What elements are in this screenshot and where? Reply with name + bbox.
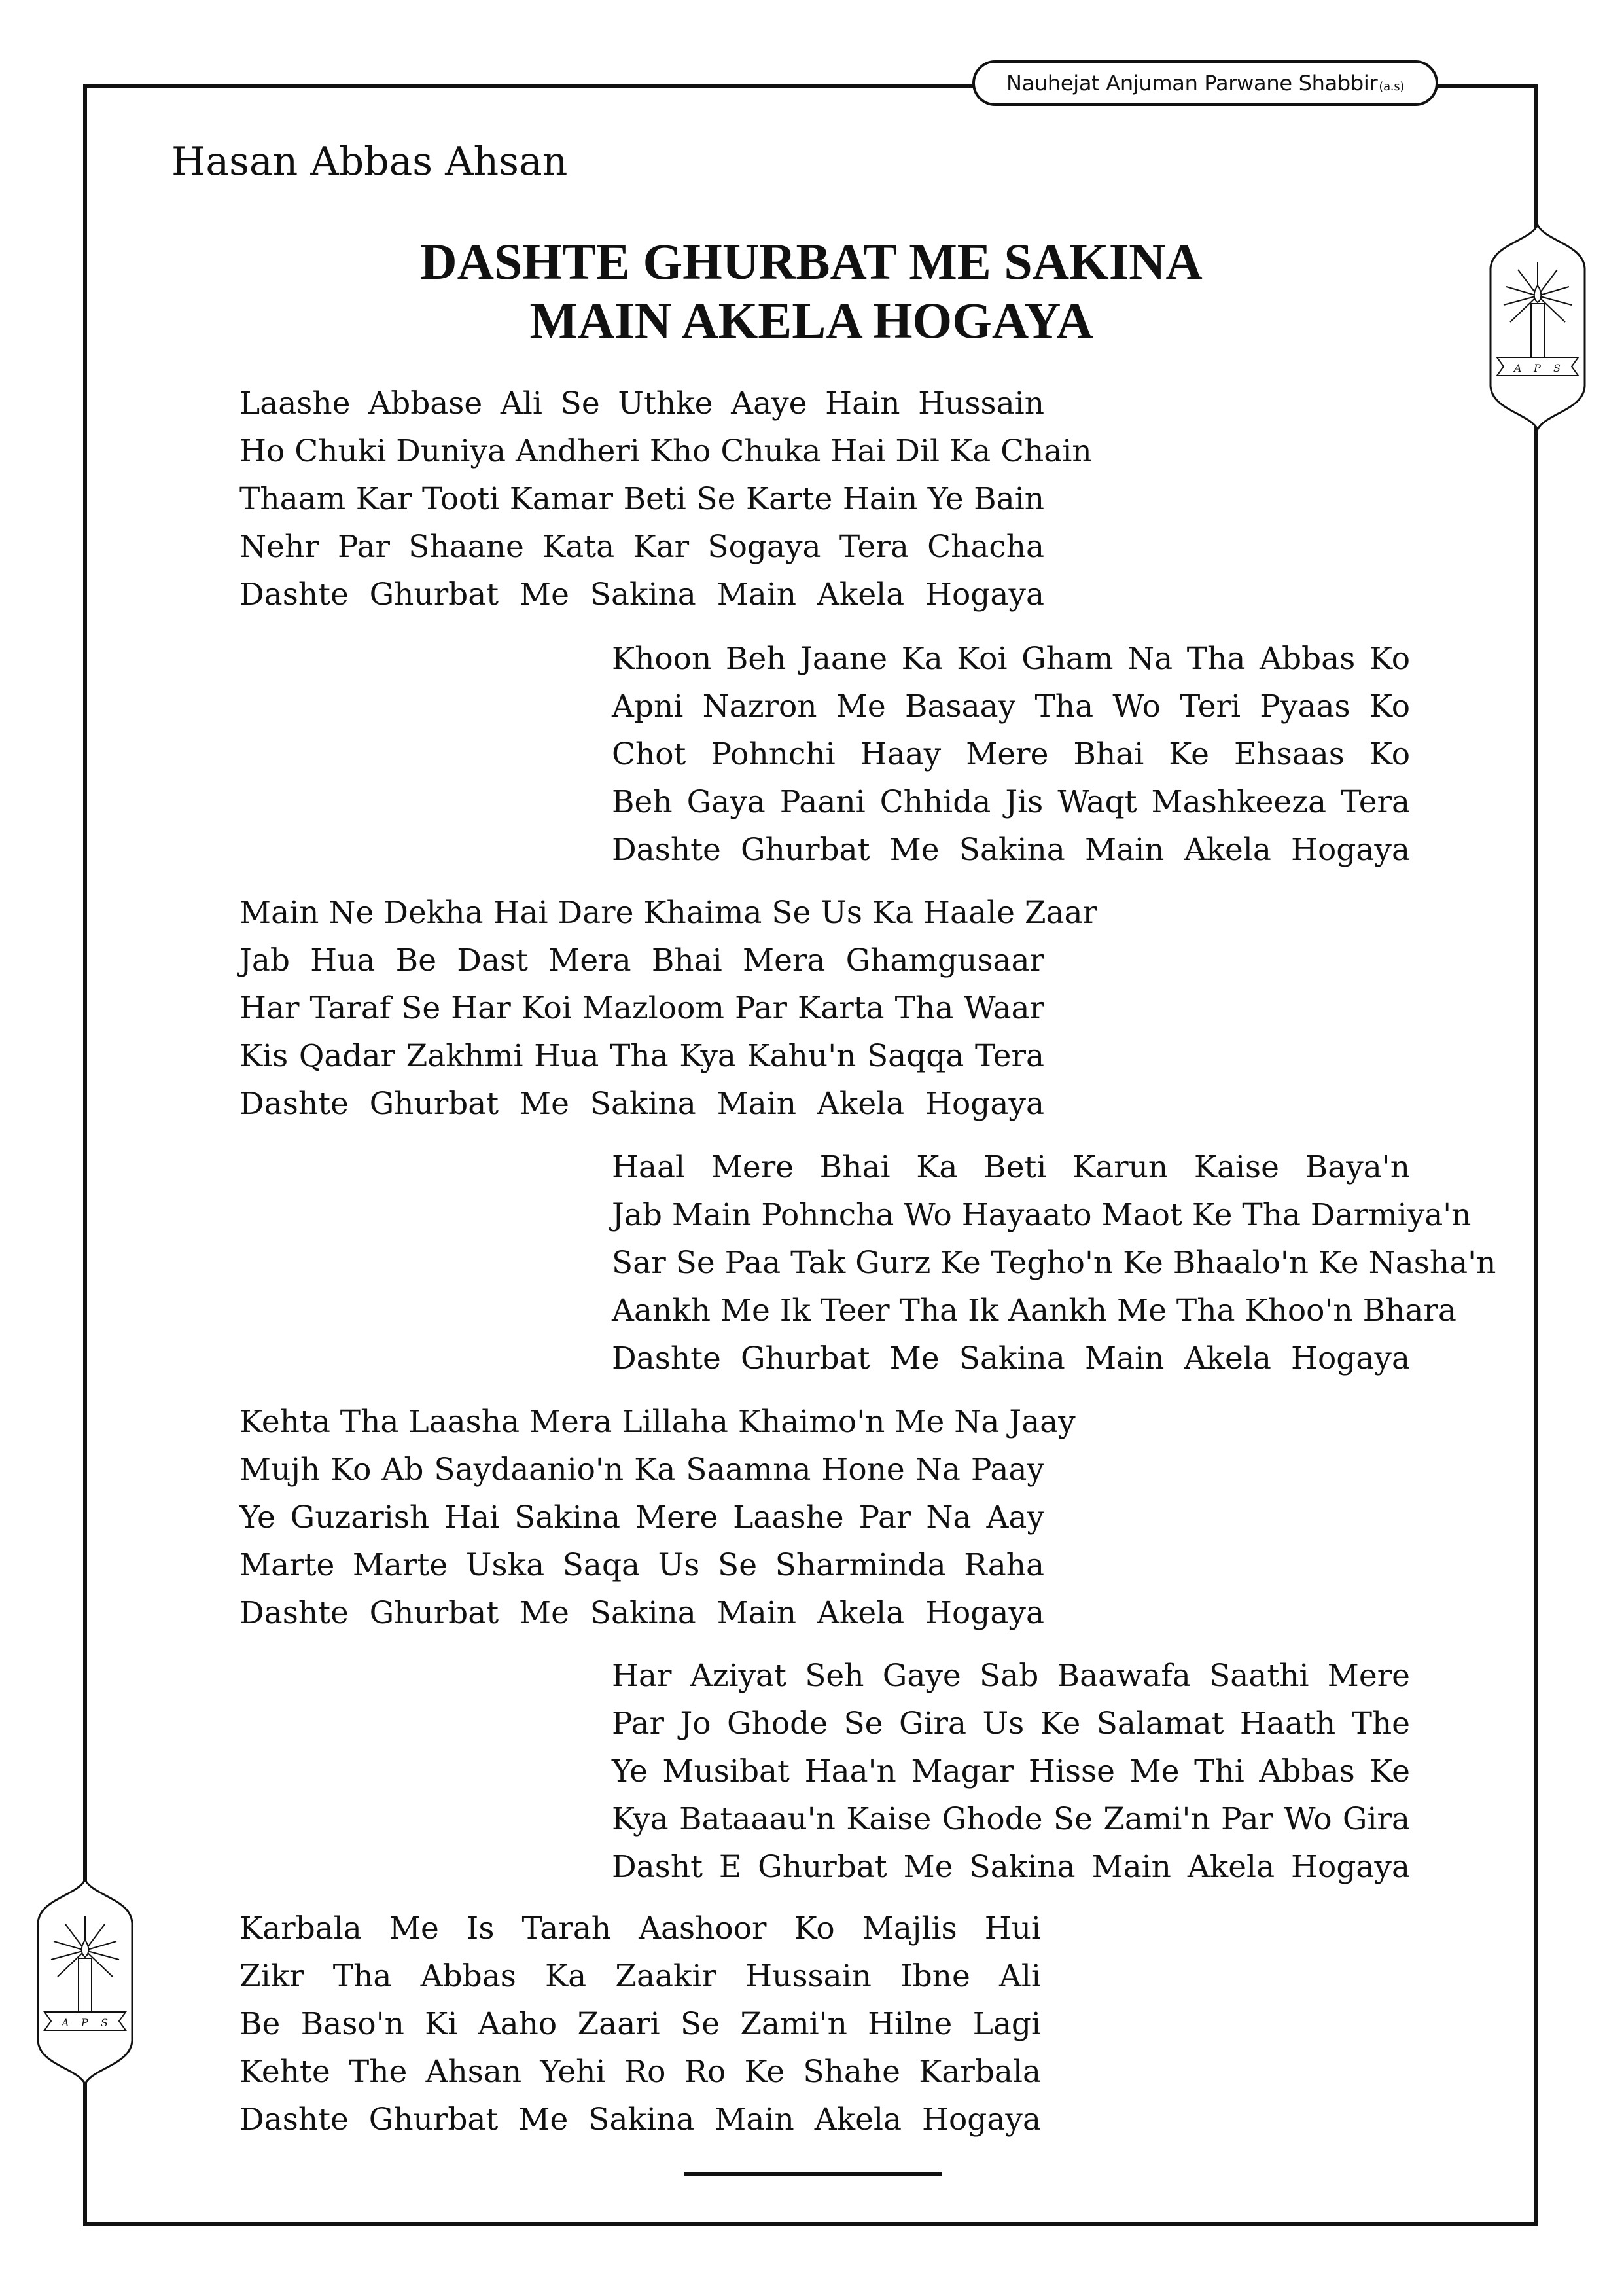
lyric-line: Par Jo Ghode Se Gira Us Ke Salamat Haath The bbox=[612, 1706, 1410, 1742]
stanza-1 bbox=[239, 380, 1092, 619]
org-suffix: (a.s) bbox=[1379, 79, 1405, 94]
lyric-line: Kehte The Ahsan Yehi Ro Ro Ke Shahe Karbala bbox=[239, 2054, 1041, 2090]
lyric-line: Dashte Ghurbat Me Sakina Main Akela Hogaya bbox=[239, 1595, 1044, 1631]
lyric-line: Beh Gaya Paani Chhida Jis Waqt Mashkeeza Tera bbox=[612, 784, 1410, 820]
emblem-letter-a: A bbox=[62, 2017, 69, 2029]
lyric-line: Ye Musibat Haa'n Magar Hisse Me Thi Abbas Ke bbox=[612, 1753, 1410, 1789]
emblem-top-right bbox=[1485, 223, 1590, 432]
lyric-line: Jab Main Pohncha Wo Hayaato Maot Ke Tha Darmiya'n bbox=[612, 1197, 1472, 1233]
stanza-4 bbox=[612, 1143, 1496, 1382]
candle-emblem-icon bbox=[33, 1877, 137, 2087]
lyric-line: Kis Qadar Zakhmi Hua Tha Kya Kahu'n Saqqa Tera bbox=[239, 1038, 1044, 1074]
lyric-line: Ho Chuki Duniya Andheri Kho Chuka Hai Dil Ka Chain bbox=[239, 433, 1092, 469]
stanza-2 bbox=[612, 635, 1410, 874]
lyric-line: Haal Mere Bhai Ka Beti Karun Kaise Baya'n bbox=[612, 1149, 1410, 1185]
header-tab bbox=[972, 60, 1438, 106]
lyric-line: Ye Guzarish Hai Sakina Mere Laashe Par Na Aay bbox=[239, 1499, 1044, 1535]
lyric-line: Har Taraf Se Har Koi Mazloom Par Karta Tha Waar bbox=[239, 990, 1044, 1026]
stanza-3 bbox=[239, 889, 1098, 1128]
emblem-letter-s: S bbox=[101, 2017, 108, 2029]
lyric-line: Khoon Beh Jaane Ka Koi Gham Na Tha Abbas Ko bbox=[612, 641, 1410, 677]
lyric-line: Thaam Kar Tooti Kamar Beti Se Karte Hain Ye Bain bbox=[239, 481, 1044, 517]
lyric-line: Dasht E Ghurbat Me Sakina Main Akela Hogaya bbox=[612, 1849, 1410, 1885]
lyric-line: Dashte Ghurbat Me Sakina Main Akela Hogaya bbox=[612, 832, 1410, 868]
lyric-line: Mujh Ko Ab Saydaanio'n Ka Saamna Hone Na Paay bbox=[239, 1452, 1044, 1488]
emblem-letter-p: P bbox=[81, 2017, 88, 2029]
lyric-line: Karbala Me Is Tarah Aashoor Ko Majlis Hui bbox=[239, 1910, 1041, 1946]
title-line-2: MAIN AKELA HOGAYA bbox=[529, 292, 1093, 349]
lyric-line: Zikr Tha Abbas Ka Zaakir Hussain Ibne Ali bbox=[239, 1958, 1041, 1994]
lyric-line: Chot Pohnchi Haay Mere Bhai Ke Ehsaas Ko bbox=[612, 736, 1410, 772]
lyric-line: Kehta Tha Laasha Mera Lillaha Khaimo'n Me Na Jaay bbox=[239, 1404, 1076, 1440]
emblem-letter-s: S bbox=[1553, 362, 1561, 374]
stanza-6 bbox=[612, 1652, 1410, 1891]
stanza-5 bbox=[239, 1398, 1076, 1637]
lyric-line: Be Baso'n Ki Aaho Zaari Se Zami'n Hilne Lagi bbox=[239, 2006, 1041, 2042]
lyric-line: Apni Nazron Me Basaay Tha Wo Teri Pyaas Ko bbox=[612, 689, 1410, 725]
lyric-line: Kya Bataaau'n Kaise Ghode Se Zami'n Par Wo Gira bbox=[612, 1801, 1410, 1837]
lyric-line: Jab Hua Be Dast Mera Bhai Mera Ghamgusaar bbox=[239, 942, 1044, 978]
stanza-7 bbox=[239, 1905, 1041, 2144]
lyric-line: Dashte Ghurbat Me Sakina Main Akela Hogaya bbox=[612, 1340, 1410, 1376]
lyric-line: Dashte Ghurbat Me Sakina Main Akela Hogaya bbox=[239, 1086, 1044, 1122]
author-name: Hasan Abbas Ahsan bbox=[171, 139, 568, 185]
end-divider bbox=[684, 2172, 942, 2176]
lyric-line: Marte Marte Uska Saqa Us Se Sharminda Raha bbox=[239, 1547, 1044, 1583]
lyric-line: Sar Se Paa Tak Gurz Ke Tegho'n Ke Bhaalo'n Ke Nasha'n bbox=[612, 1245, 1496, 1281]
org-name: Nauhejat Anjuman Parwane Shabbir bbox=[1006, 71, 1378, 96]
lyric-line: Aankh Me Ik Teer Tha Ik Aankh Me Tha Khoo'n Bhara bbox=[612, 1293, 1456, 1329]
lyric-line: Laashe Abbase Ali Se Uthke Aaye Hain Hussain bbox=[239, 386, 1044, 422]
lyric-line: Dashte Ghurbat Me Sakina Main Akela Hogaya bbox=[239, 577, 1044, 613]
lyric-line: Har Aziyat Seh Gaye Sab Baawafa Saathi Mere bbox=[612, 1658, 1410, 1694]
lyric-line: Dashte Ghurbat Me Sakina Main Akela Hogaya bbox=[239, 2102, 1041, 2138]
candle-emblem-icon bbox=[1485, 223, 1590, 432]
title-line-1: DASHTE GHURBAT ME SAKINA bbox=[420, 233, 1203, 290]
lyric-line: Nehr Par Shaane Kata Kar Sogaya Tera Chacha bbox=[239, 529, 1044, 565]
emblem-letter-p: P bbox=[1534, 362, 1541, 374]
emblem-letter-a: A bbox=[1514, 362, 1522, 374]
lyric-line: Main Ne Dekha Hai Dare Khaima Se Us Ka Haale Zaar bbox=[239, 895, 1098, 931]
emblem-bottom-left bbox=[33, 1877, 137, 2087]
